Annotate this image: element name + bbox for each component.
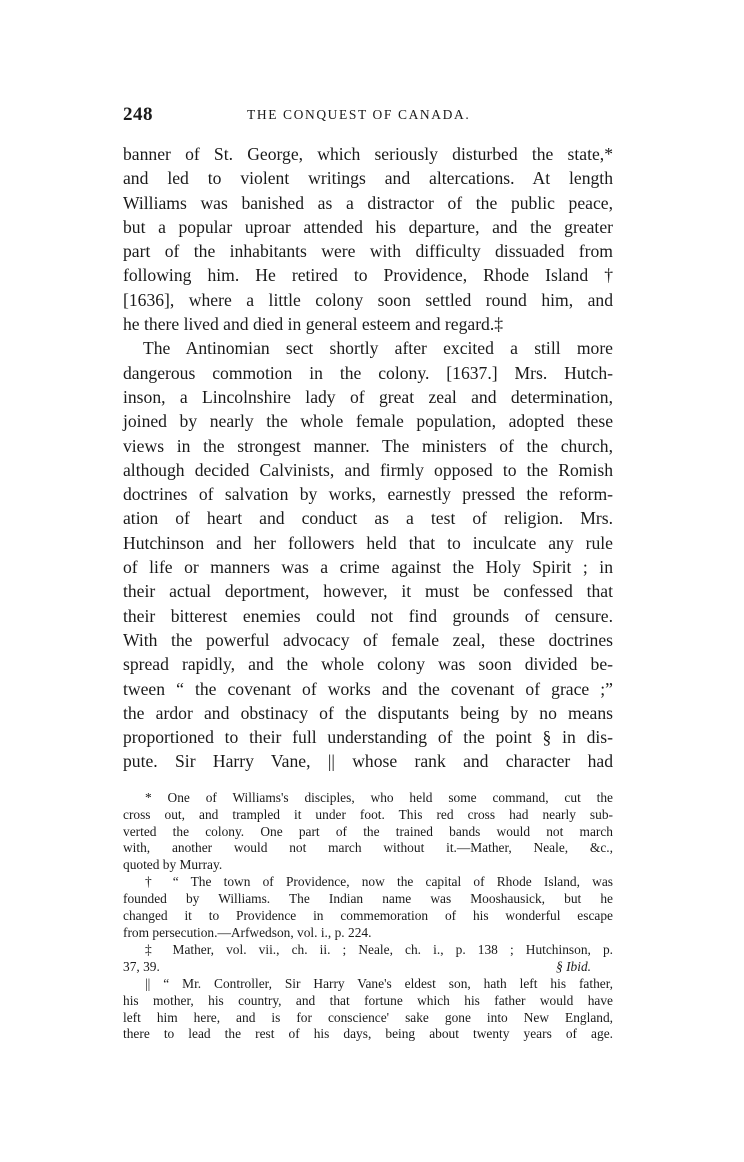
footnote-line: founded by Williams. The Indian name was Mooshausick, but he: [123, 891, 613, 907]
footnote-line: cross out, and trampled it under foot. This red cross had nearly sub-: [123, 806, 613, 822]
footnote-line: verted the colony. One part of the trained bands would not march: [123, 823, 613, 839]
body-line: joined by nearly the whole female population, adopted these: [123, 411, 613, 432]
body-line: tween “ the covenant of works and the covenant of grace ;”: [123, 678, 613, 699]
body-line: doctrines of salvation by works, earnestly pressed the reform-: [123, 484, 613, 505]
footnote-line: quoted by Murray.: [123, 857, 223, 873]
body-line: pute. Sir Harry Vane, || whose rank and character had: [123, 751, 613, 772]
footnote-dagger: [123, 874, 613, 942]
footnote-parallel: [123, 976, 613, 1044]
footnote-line: from persecution.—Arfwedson, vol. i., p. 224.: [123, 924, 372, 940]
body-line: of life or manners was a crime against the Holy Spirit ; in: [123, 557, 613, 578]
footnote-line: with, another would not march without it.—Mather, Neale, &c.,: [123, 840, 613, 856]
footnote-line-text: 37, 39.: [123, 958, 160, 974]
body-line: inson, a Lincolnshire lady of great zeal and determination,: [123, 386, 613, 407]
body-line: the ardor and obstinacy of the disputants being by no means: [123, 702, 613, 723]
body-line: [1636], where a little colony soon settled round him, and: [123, 289, 613, 310]
footnote-double-dagger: [123, 942, 613, 976]
body-line: spread rapidly, and the whole colony was soon divided be-: [123, 654, 613, 675]
body-text: [123, 142, 613, 774]
footnote-line: changed it to Providence in commemoration of his wonderful escape: [123, 908, 613, 924]
paragraph-antinomian: [123, 336, 613, 773]
page-number: 248: [123, 104, 153, 125]
body-line: ation of heart and conduct as a test of religion. Mrs.: [123, 508, 613, 529]
body-line: and led to violent writings and altercations. At length: [123, 168, 613, 189]
body-line: The Antinomian sect shortly after excited a still more: [143, 338, 613, 359]
body-line: With the powerful advocacy of female zeal, these doctrines: [123, 629, 613, 650]
body-line: but a popular uproar attended his departure, and the greater: [123, 216, 613, 237]
footnote-line: * One of Williams's disciples, who held some command, cut the: [145, 789, 613, 805]
footnote-section-ibid: § Ibid.: [556, 958, 591, 974]
body-line: dangerous commotion in the colony. [1637.] Mrs. Hutch-: [123, 362, 613, 383]
running-head: [123, 104, 613, 134]
footnote-line: there to lead the rest of his days, being about twenty years of age.: [123, 1026, 613, 1042]
body-line: proportioned to their full understanding of the point § in dis-: [123, 727, 613, 748]
body-line: banner of St. George, which seriously disturbed the state,*: [123, 144, 613, 164]
body-line: Hutchinson and her followers held that to inculcate any rule: [123, 532, 613, 553]
body-line: he there lived and died in general esteem and regard.‡: [123, 314, 504, 335]
body-line: their actual deportment, however, it must be confessed that: [123, 581, 613, 602]
footnote-line: his mother, his country, and that fortune which his father would have: [123, 992, 613, 1008]
body-line: although decided Calvinists, and firmly opposed to the Romish: [123, 459, 613, 480]
footnote-line: † “ The town of Providence, now the capital of Rhode Island, was: [145, 874, 613, 890]
footnote-asterisk: [123, 790, 613, 875]
footnote-line: ‡ Mather, vol. vii., ch. ii. ; Neale, ch. i., p. 138 ; Hutchinson, p.: [145, 941, 613, 957]
paragraph-williams: [123, 142, 613, 336]
body-line: their bitterest enemies could not find grounds of censure.: [123, 605, 613, 626]
footnote-line: || “ Mr. Controller, Sir Harry Vane's eldest son, hath left his father,: [145, 975, 613, 991]
footnotes: [123, 790, 613, 1044]
body-line: Williams was banished as a distractor of the public peace,: [123, 192, 613, 213]
body-line: part of the inhabitants were with difficulty dissuaded from: [123, 241, 613, 262]
running-title: THE CONQUEST OF CANADA.: [247, 107, 471, 122]
footnote-line: left him here, and is for conscience' sake gone into New England,: [123, 1009, 613, 1025]
body-line: following him. He retired to Providence, Rhode Island †: [123, 265, 613, 286]
body-line: views in the strongest manner. The ministers of the church,: [123, 435, 613, 456]
footnote-line: [123, 959, 613, 976]
book-page: [123, 104, 613, 1043]
